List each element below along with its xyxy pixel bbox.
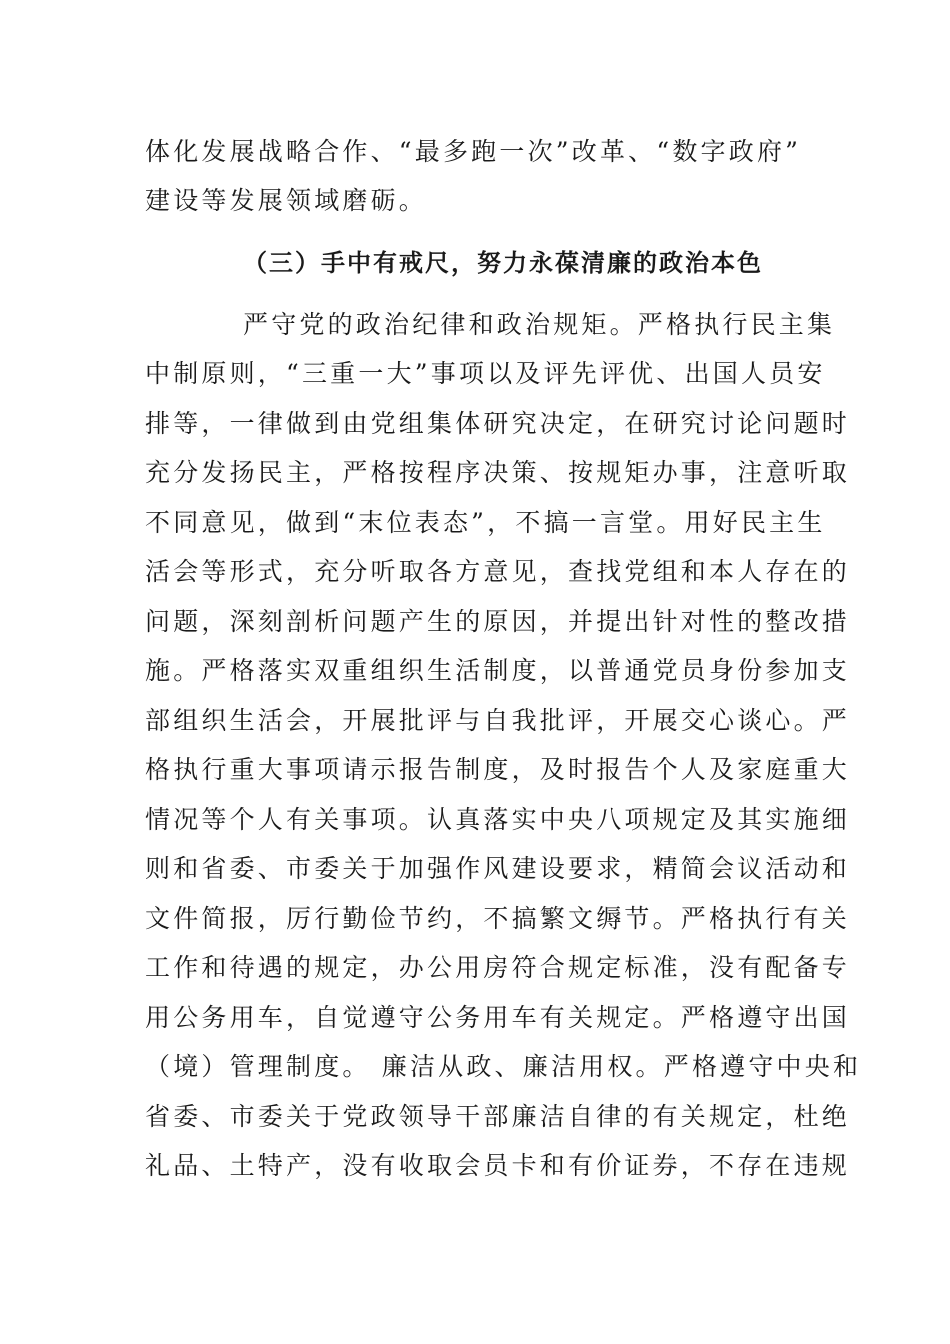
body-line-2: 中制原则，“三重一大”事项以及评先评优、出国人员安 xyxy=(145,359,826,388)
body-line-17: 省委、市委关于党政领导干部廉洁自律的有关规定，杜绝 xyxy=(145,1102,851,1131)
body-line-16: （境）管理制度。 廉洁从政、廉洁用权。严格遵守中央和 xyxy=(145,1052,862,1081)
body-line-15: 用公务用车，自觉遵守公务用车有关规定。严格遵守出国 xyxy=(145,1003,851,1032)
intro-line-1: 体化发展战略合作、“最多跑一次”改革、“数字政府” xyxy=(145,137,802,166)
body-line-1: 严守党的政治纪律和政治规矩。严格执行民主集 xyxy=(243,310,836,339)
body-line-3: 排等，一律做到由党组集体研究决定，在研究讨论问题时 xyxy=(145,409,851,438)
body-line-7: 问题，深刻剖析问题产生的原因，并提出针对性的整改措 xyxy=(145,607,851,636)
body-line-10: 格执行重大事项请示报告制度，及时报告个人及家庭重大 xyxy=(145,755,851,784)
body-line-6: 活会等形式，充分听取各方意见，查找党组和本人存在的 xyxy=(145,557,851,586)
body-line-11: 情况等个人有关事项。认真落实中央八项规定及其实施细 xyxy=(145,805,851,834)
body-line-4: 充分发扬民主，严格按程序决策、按规矩办事，注意听取 xyxy=(145,458,851,487)
body-line-12: 则和省委、市委关于加强作风建设要求，精简会议活动和 xyxy=(145,854,851,883)
body-line-18: 礼品、土特产，没有收取会员卡和有价证券，不存在违规 xyxy=(145,1151,851,1180)
intro-line-2: 建设等发展领域磨砺。 xyxy=(145,186,428,215)
body-line-9: 部组织生活会，开展批评与自我批评，开展交心谈心。严 xyxy=(145,706,851,735)
section-heading: （三）手中有戒尺，努力永葆清廉的政治本色 xyxy=(243,249,763,277)
body-line-13: 文件简报，厉行勤俭节约，不搞繁文缛节。严格执行有关 xyxy=(145,904,851,933)
body-line-5: 不同意见，做到“末位表态”，不搞一言堂。用好民主生 xyxy=(145,508,826,537)
body-line-8: 施。严格落实双重组织生活制度，以普通党员身份参加支 xyxy=(145,656,851,685)
body-line-14: 工作和待遇的规定，办公用房符合规定标准，没有配备专 xyxy=(145,953,851,982)
